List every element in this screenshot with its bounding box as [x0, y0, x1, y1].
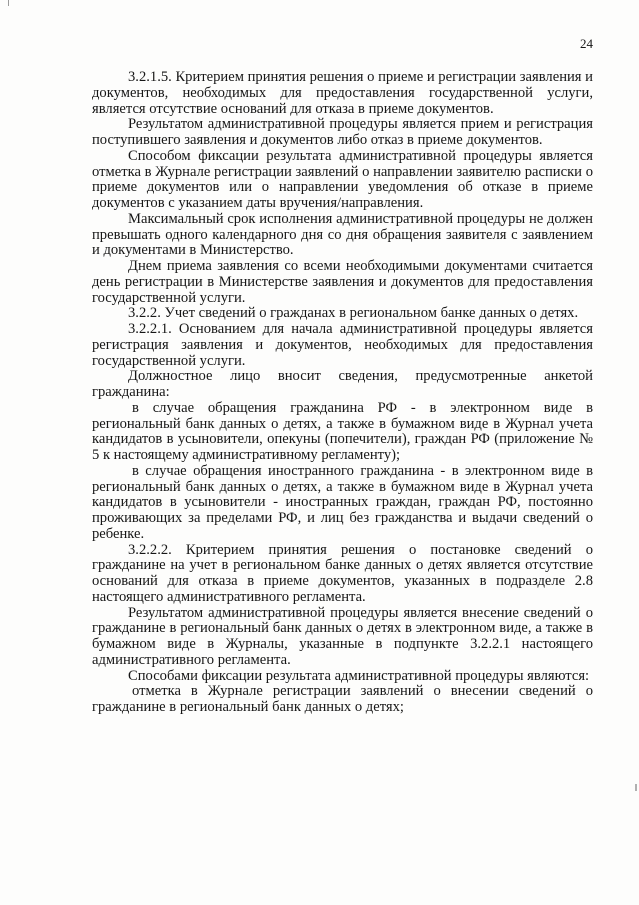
- paragraph-fixation-method: Способом фиксации результата административной процедуры является отметка в Журнале регистрации заявлений о направлении заявителю расписки о приеме документов или о направлении уведомления об отказе в приеме документов с указанием даты вручения/направления.: [92, 147, 593, 211]
- list-item-rf-citizen: в случае обращения гражданина РФ - в электронном виде в региональный банк данных о детях, а также в бумажном виде в Журнал учета кандидатов в усыновители, опекуны (попечители), граждан РФ (приложение № 5 к настоящему административному регламенту);: [92, 399, 593, 463]
- paragraph-receipt-day: Днем приема заявления со всеми необходимыми документами считается день регистрации в Министерстве заявления и документов для предоставления государственной услуги.: [92, 258, 593, 306]
- paragraph-3-2-1-5: 3.2.1.5. Критерием принятия решения о приеме и регистрации заявления и документов, необходимых для предоставления государственной услуги, является отсутствие оснований для отказа в приеме документов.: [92, 69, 593, 117]
- paragraph-official-enters: Должностное лицо вносит сведения, предусмотренные анкетой гражданина:: [92, 368, 593, 400]
- list-item-journal-mark: отметка в Журнале регистрации заявлений о внесении сведений о гражданине в региональный банк данных о детях;: [92, 683, 593, 715]
- paragraph-result: Результатом административной процедуры является прием и регистрация поступившего заявления и документов либо отказ в приеме документов.: [92, 116, 593, 148]
- paragraph-3-2-2-1: 3.2.2.1. Основанием для начала административной процедуры является регистрация заявления и документов, необходимых для предоставления государственной услуги.: [92, 321, 593, 369]
- page-number: 24: [580, 36, 593, 51]
- list-item-foreign-citizen: в случае обращения иностранного гражданина - в электронном виде в региональный банк данных о детях, а также в бумажном виде в Журнал учета кандидатов в усыновители - иностранных граждан, граждан РФ, постоянно проживающих за пределами РФ, и лиц без гражданства и выдачи сведений о ребенке.: [92, 462, 593, 542]
- document-body: [92, 70, 593, 716]
- paragraph-result-2: Результатом административной процедуры является внесение сведений о гражданине в региональный банк данных о детях в электронном виде, а также в бумажном виде в Журналы, указанные в подпункте 3.2.2.1 настоящего административного регламента.: [92, 604, 593, 668]
- paragraph-max-term: Максимальный срок исполнения административной процедуры не должен превышать одного календарного дня со дня обращения заявителя с заявлением и документами в Министерство.: [92, 210, 593, 259]
- paragraph-fixation-methods: Способами фиксации результата административной процедуры являются:: [128, 667, 590, 684]
- scan-edge-mark: [8, 0, 9, 6]
- scan-edge-tick: [635, 784, 637, 791]
- paragraph-3-2-2-2: 3.2.2.2. Критерием принятия решения о постановке сведений о гражданине на учет в региональном банке данных о детях является отсутствие оснований для отказа в приеме документов, указанных в подразделе 2.8 настоящего административного регламента.: [92, 541, 593, 605]
- section-heading-3-2-2: 3.2.2. Учет сведений о гражданах в региональном банке данных о детях.: [128, 305, 579, 322]
